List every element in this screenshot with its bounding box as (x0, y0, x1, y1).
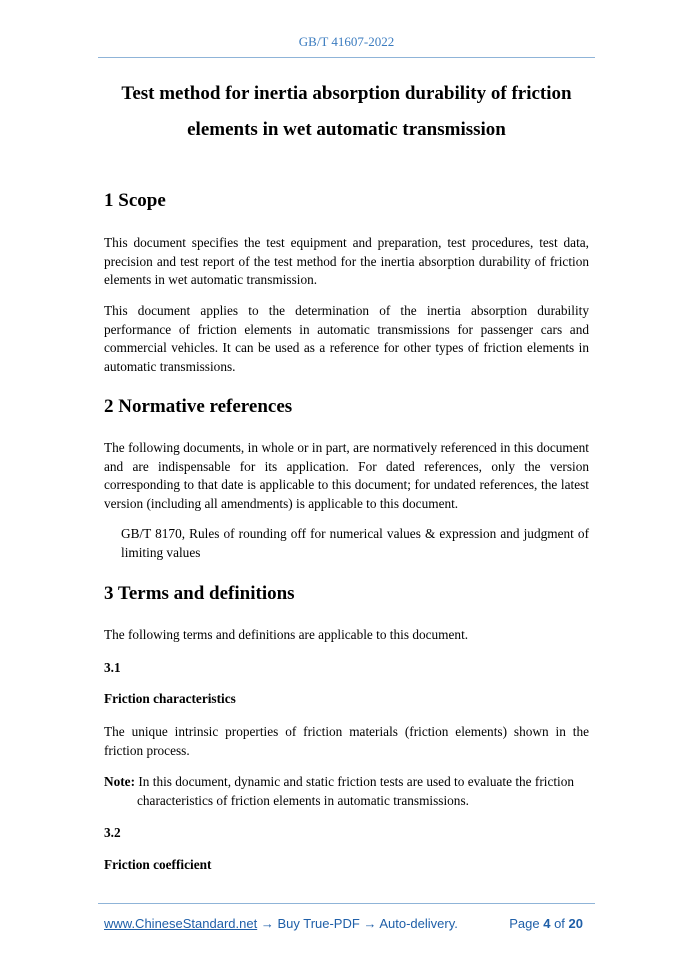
of-label: of (554, 916, 565, 931)
scope-paragraph-2: This document applies to the determination of the inertia absorption durability performance of friction elements in automatic transmissions for passenger cars and commercial vehicles. It can be used as a reference for other types of friction elements in automatic transmissions. (104, 303, 589, 374)
section-heading-scope: 1 Scope (104, 190, 166, 211)
header-divider (98, 57, 595, 58)
terms-intro: The following terms and definitions are applicable to this document. (104, 627, 469, 642)
website-link[interactable]: www.ChineseStandard.net (104, 916, 258, 931)
section-heading-terms: 3 Terms and definitions (104, 583, 295, 604)
document-title-line-1: Test method for inertia absorption durability of friction (121, 83, 572, 104)
note-label: Note: (104, 774, 136, 789)
auto-delivery-text: Auto-delivery. (379, 916, 458, 931)
arrow-icon: → (363, 916, 377, 931)
normative-paragraph: The following documents, in whole or in part, are normatively referenced in this document and are indispensable for its application. For dated references, only the version corresponding to that date is applicable to this document; for undated references, the latest version (including all amendments) is applicable to this document. (104, 440, 589, 511)
page-label: Page (509, 916, 540, 931)
note-text-line-1: In this document, dynamic and static friction tests are used to evaluate the friction (138, 774, 575, 789)
term-title-3-2: Friction coefficient (104, 857, 212, 872)
running-header: GB/T 41607-2022 (298, 34, 395, 49)
document-title-line-2: elements in wet automatic transmission (187, 119, 506, 140)
term-number-3-1: 3.1 (104, 660, 121, 675)
term-number-3-2: 3.2 (104, 825, 121, 840)
buy-pdf-link[interactable]: Buy True-PDF (277, 916, 360, 931)
page-counter (509, 916, 583, 931)
note-block (104, 773, 589, 810)
arrow-icon: → (260, 916, 274, 931)
current-page-number: 4 (543, 916, 551, 931)
term-definition-3-1: The unique intrinsic properties of friction materials (friction elements) shown in the friction process. (104, 724, 589, 758)
total-pages-number: 20 (568, 916, 583, 931)
term-title-3-1: Friction characteristics (104, 691, 236, 706)
footer-divider (98, 903, 595, 904)
note-text-line-2: characteristics of friction elements in automatic transmissions. (137, 792, 469, 808)
section-heading-normative-references: 2 Normative references (104, 396, 293, 417)
normative-reference-item: GB/T 8170, Rules of rounding off for numerical values & expression and judgment of limiting values (121, 526, 589, 560)
scope-paragraph-1: This document specifies the test equipment and preparation, test procedures, test data, precision and test report of the test method for the inertia absorption durability of friction elements in wet automatic transmission. (104, 235, 589, 287)
